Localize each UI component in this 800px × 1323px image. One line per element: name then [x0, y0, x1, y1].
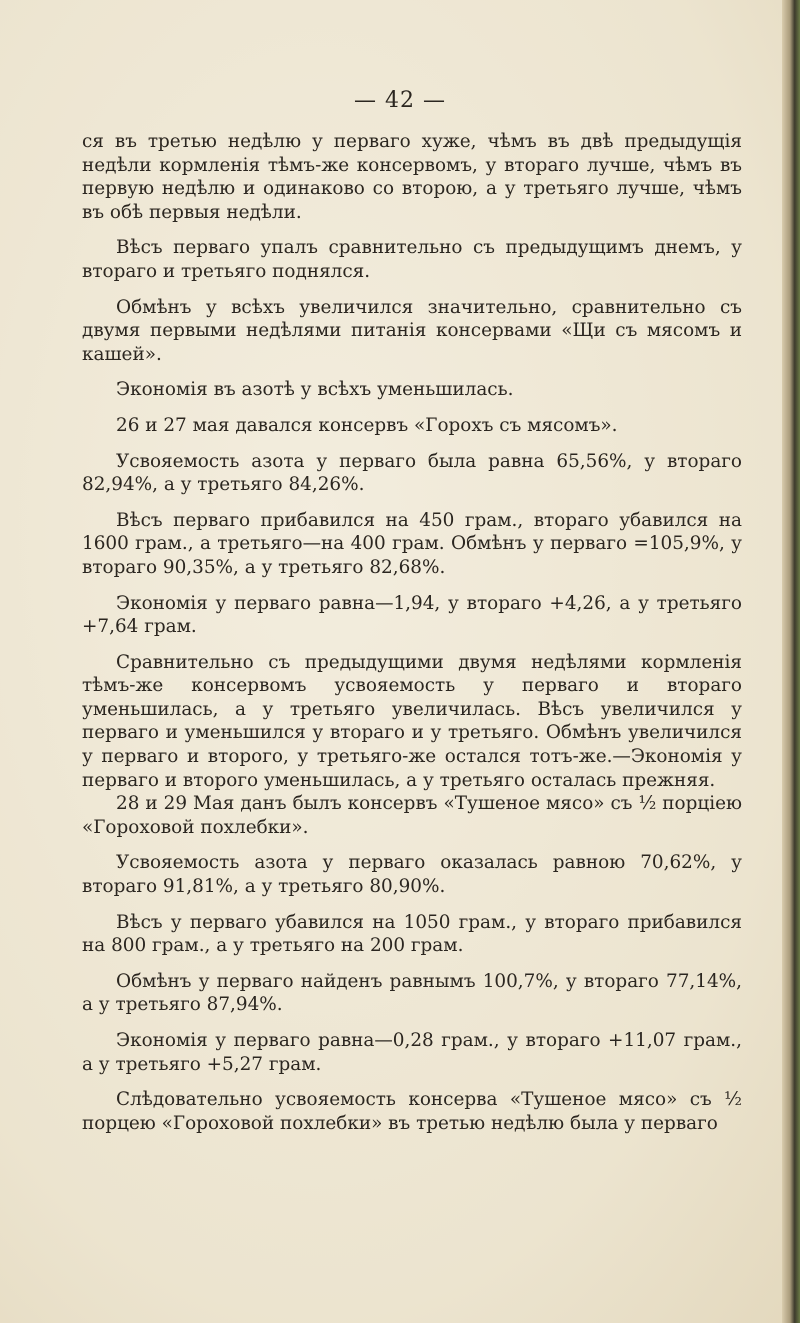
- page-number: — 42 —: [354, 88, 446, 113]
- page-edge-binding: [782, 0, 800, 1323]
- paragraph: 26 и 27 мая давался консервъ «Горохъ съ мясомъ».: [116, 414, 618, 436]
- paragraph: Вѣсъ перваго прибавился на 450 грам., втораго убавился на 1600 грам., а третьяго—на 400 грам. Обмѣнъ у перваго =105,9%, у втораго 90,35%, а у третьяго 82,68%.: [82, 509, 742, 578]
- paragraph: Вѣсъ у перваго убавился на 1050 грам., у втораго прибавился на 800 грам., а у третьяго на 200 грам.: [82, 911, 742, 957]
- paragraph: ся въ третью недѣлю у перваго хуже, чѣмъ въ двѣ предыдущія недѣли кормленія тѣмъ-же консервомъ, у втораго лучше, чѣмъ въ первую недѣлю и одинаково со второю, а у третьяго лучше, чѣмъ въ обѣ первыя недѣли.: [82, 131, 742, 223]
- paragraph: Экономія у перваго равна—0,28 грам., у втораго +11,07 грам., а у третьяго +5,27 грам.: [82, 1030, 742, 1075]
- paragraph: Вѣсъ перваго упалъ сравнительно съ предыдущимъ днемъ, у втораго и третьяго поднялся.: [82, 237, 742, 282]
- paragraph: Экономія у перваго равна—1,94, у втораго +4,26, а у третьяго +7,64 грам.: [82, 592, 742, 638]
- paragraph: Обмѣнъ у перваго найденъ равнымъ 100,7%, у втораго 77,14%, а у третьяго 87,94%.: [82, 970, 742, 1016]
- paragraph: Обмѣнъ у всѣхъ увеличился значительно, сравнительно съ двумя первыми недѣлями питанія консервами «Щи съ мясомъ и кашей».: [82, 296, 742, 365]
- paragraph: Слѣдовательно усвояемость консерва «Тушеное мясо» съ ½ порцею «Гороховой похлебки» въ третью недѣлю была у перваго: [82, 1089, 742, 1134]
- paragraph: Усвояемость азота у перваго была равна 65,56%, у втораго 82,94%, а у третьяго 84,26%.: [82, 450, 742, 496]
- body-text: [82, 130, 742, 1135]
- paragraph: Сравнительно съ предыдущими двумя недѣлями кормленія тѣмъ-же консервомъ усвояемость у перваго и втораго уменьшилась, а у третьяго увеличилась. Вѣсъ увеличился у перваго и уменьшился у втораго и у третьяго. Обмѣнъ увеличился у перваго и второго, у третьяго-же остался тотъ-же.—Экономія у перваго и второго уменьшилась, а у третьяго осталась прежняя.: [82, 651, 742, 791]
- paragraph: Усвояемость азота у перваго оказалась равною 70,62%, у втораго 91,81%, а у третьяго 80,90%.: [82, 852, 742, 898]
- paragraph: 28 и 29 Мая данъ былъ консервъ «Тушеное мясо» съ ½ порціею «Гороховой похлебки».: [82, 793, 742, 838]
- paragraph: Экономія въ азотѣ у всѣхъ уменьшилась.: [116, 379, 514, 401]
